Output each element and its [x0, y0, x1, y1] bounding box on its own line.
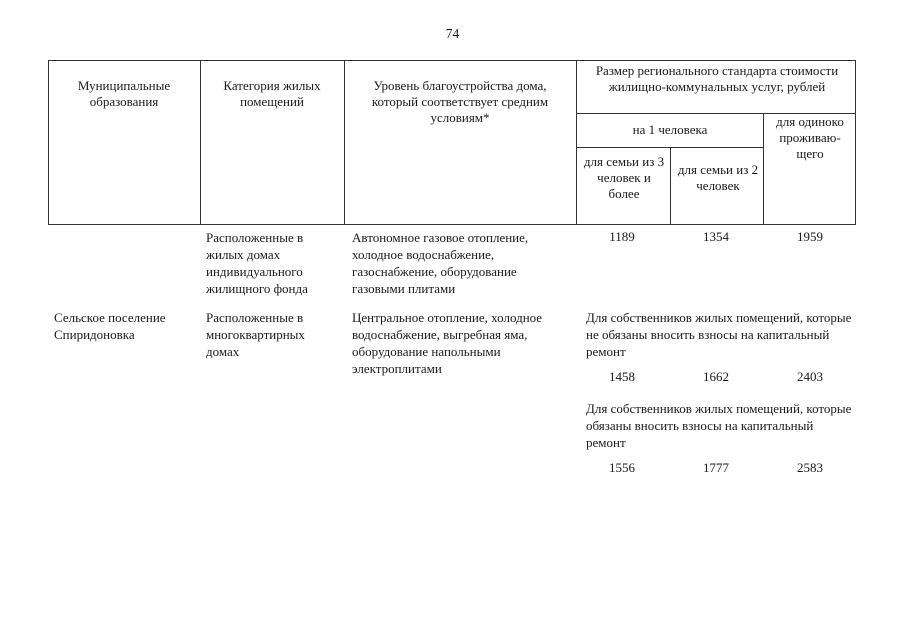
row1-value-family3: 1189 [609, 229, 635, 244]
header-category: Категория жилых помещений [223, 78, 321, 109]
divider [344, 60, 345, 225]
row2-note1: Для собственников жилых помещений, которые не обязаны вносить взносы на капитальный ремонт [586, 310, 852, 359]
row2-value1-family2: 1662 [703, 369, 729, 384]
divider [576, 60, 577, 225]
row2-value2-single: 2583 [797, 460, 823, 475]
row2-value2-family3: 1556 [609, 460, 635, 475]
header-standard: Размер регионального стандарта стоимости жилищно-коммунальных услуг, рублей [595, 63, 839, 94]
header-family3: для семьи из 3 человек и более [583, 154, 665, 201]
header-single: для одиноко проживаю-щего [776, 114, 844, 161]
header-per-person: на 1 человека [632, 122, 708, 137]
row2-value1-family3: 1458 [609, 369, 635, 384]
row2-municipality: Сельское поселение Спиридоновка [54, 310, 166, 342]
row2-category: Расположенные в многоквартирных домах [206, 310, 305, 359]
row1-value-single: 1959 [797, 229, 823, 244]
divider [763, 113, 764, 225]
divider [670, 147, 671, 225]
row2-value1-single: 2403 [797, 369, 823, 384]
header-municipality: Муниципальные образования [77, 78, 171, 109]
row1-category: Расположенные в жилых домах индивидуального жилищного фонда [206, 230, 308, 296]
row2-value2-family2: 1777 [703, 460, 729, 475]
header-level: Уровень благоустройства дома, который соответствует средним условиям* [371, 78, 549, 125]
page-number: 74 [445, 26, 460, 41]
row2-note2: Для собственников жилых помещений, которые обязаны вносить взносы на капитальный ремонт [586, 401, 852, 450]
header-family2: для семьи из 2 человек [677, 162, 759, 193]
divider [200, 60, 201, 225]
row1-level: Автономное газовое отопление, холодное водоснабжение, газоснабжение, оборудование газовыми плитами [352, 230, 529, 296]
row1-value-family2: 1354 [703, 229, 729, 244]
row2-level: Центральное отопление, холодное водоснабжение, выгребная яма, оборудование напольными электроплитами [352, 310, 543, 376]
divider [576, 147, 763, 148]
